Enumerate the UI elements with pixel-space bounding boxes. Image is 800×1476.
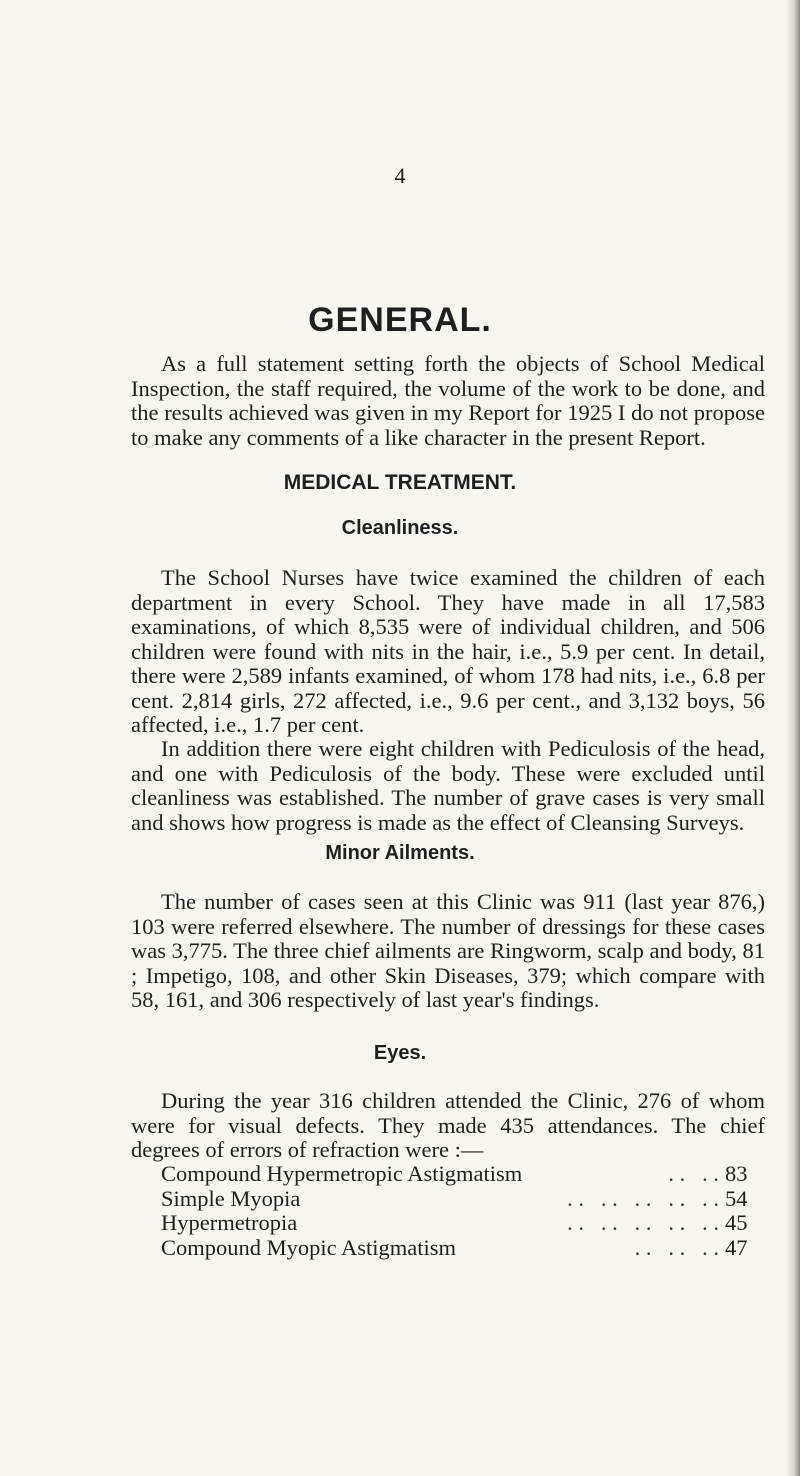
row-value: 45	[725, 1210, 748, 1235]
row-leader-dots: . . . .	[668, 1161, 719, 1186]
cleanliness-paragraph-2: In addition there were eight children with Pediculosis of the head, and one with Pediculosis of the body. These were excluded until cleanliness was established. The number of grave cases is very small and shows how progress is made as the effect of Cleansing Surveys.	[131, 736, 765, 835]
row-leader-dots: . . . . . .	[634, 1234, 719, 1260]
page-edge-shadow	[786, 0, 800, 1476]
row-value: 47	[725, 1234, 748, 1260]
section-heading: MEDICAL TREATMENT.	[283, 471, 517, 494]
eyes-heading: Eyes.	[373, 1042, 427, 1064]
row-label: Compound Hypermetropic Astigmatism	[161, 1161, 523, 1186]
table-row	[161, 1187, 765, 1212]
page-title: GENERAL.	[308, 301, 492, 339]
row-leader-dots: . . . . . . . . . .	[567, 1185, 719, 1211]
row-label: Compound Myopic Astigmatism	[161, 1234, 457, 1260]
minor-ailments-paragraph: The number of cases seen at this Clinic was 911 (last year 876,) 103 were referred elsewhere. The number of dressings for these cases was 3,775. The three chief ailments are Ringworm, scalp and body, 81 ; Impetigo, 108, and other Skin Diseases, 379; which compare with 58, 161, and 306 respectively of last year's findings.	[131, 889, 765, 1012]
table-row	[161, 1236, 765, 1261]
row-label: Simple Myopia	[161, 1185, 301, 1211]
minor-ailments-heading: Minor Ailments.	[325, 842, 475, 864]
row-value: 83	[725, 1161, 748, 1186]
row-leader-dots: . . . . . . . . . .	[567, 1210, 719, 1235]
eyes-paragraph: During the year 316 children attended the Clinic, 276 of whom were for visual defects. They made 435 attendances. The chief degrees of errors of refraction were :—	[131, 1088, 765, 1162]
refraction-errors-table	[161, 1162, 765, 1260]
table-row	[161, 1162, 765, 1187]
intro-paragraph: As a full statement setting forth the objects of School Medical Inspection, the staff required, the volume of the work to be done, and the results achieved was given in my Report for 1925 I do not propose to make any comments of a like character in the present Report.	[131, 351, 765, 450]
row-label: Hypermetropia	[161, 1210, 298, 1235]
table-row	[161, 1211, 765, 1236]
page-number: 4	[394, 163, 406, 188]
cleanliness-paragraph-1: The School Nurses have twice examined the children of each department in every School. They have made in all 17,583 examinations, of which 8,535 were of individual children, and 506 children were found with nits in the hair, i.e., 5.9 per cent. In detail, there were 2,589 infants examined, of whom 178 had nits, i.e., 6.8 per cent. 2,814 girls, 272 affected, i.e., 9.6 per cent., and 3,132 boys, 56 affected, i.e., 1.7 per cent.	[131, 565, 765, 737]
cleanliness-heading: Cleanliness.	[341, 517, 459, 539]
row-value: 54	[725, 1185, 748, 1211]
